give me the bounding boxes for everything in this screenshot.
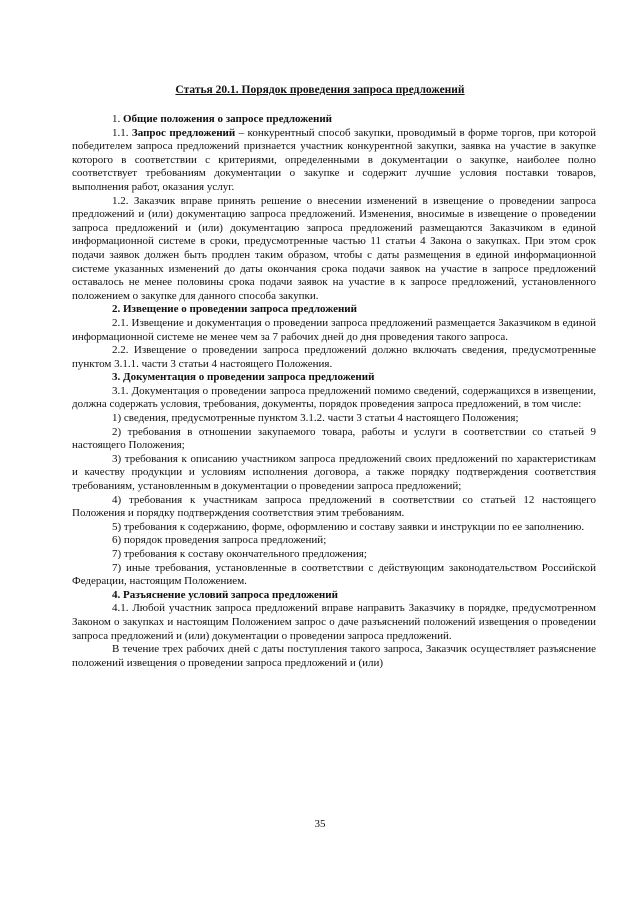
paragraph-1-2: 1.2. Заказчик вправе принять решение о внесении изменений в извещение о проведении запроса предложений и (или) документацию запроса предложений. Изменения, вносимые в извещение о проведении запроса предложений и (или) документацию запроса предложений размещаются Заказчиком в единой информационной системе в сроки, предусмотренные частью 11 статьи 4 Закона о закупках. При этом срок подачи заявок должен быть продлен таким образом, чтобы с даты размещения в единой информационной системе указанных изменений до даты окончания срока подачи заявок на участие в запросе предложений оставалось не менее половины срока подачи заявок на участие в к запросе предложений, установленного положением о закупке для данного способа закупки. bbox=[72, 194, 596, 302]
list-item-3-1-6: 6) порядок проведения запроса предложений; bbox=[112, 534, 327, 547]
list-item-3-1-2: 2) требования в отношении закупаемого товара, работы и услуги в соответствии со статьей 9 настоящего Положения; bbox=[72, 425, 596, 452]
paragraph-2-2: 2.2. Извещение о проведении запроса предложений должно включать сведения, предусмотренные пунктом 3.1.1. части 3 статьи 4 настоящего Положения. bbox=[72, 344, 596, 370]
list-item-3-1-3: 3) требования к описанию участником запроса предложений своих предложений по характеристикам и качеству продукции и условиям исполнения договора, а также порядку подтверждения соответствия требованиям, установленным в документации о проведении запроса предложений; bbox=[72, 452, 596, 493]
section-2-heading: 2. Извещение о проведении запроса предложений bbox=[112, 303, 357, 316]
paragraph-4-2: В течение трех рабочих дней с даты поступления такого запроса, Заказчик осуществляет разъяснение положений извещения о проведении запроса предложений и (или) bbox=[72, 643, 596, 669]
list-item-3-1-7: 7) требования к составу окончательного предложения; bbox=[112, 548, 367, 560]
page-number: 35 bbox=[314, 818, 326, 830]
section-1-number: 1. bbox=[112, 113, 123, 125]
paragraph-3-1: 3.1. Документация о проведении запроса предложений помимо сведений, содержащихся в извещении, должна содержать условия, требования, документы, порядок проведения запроса предложений, в том числе: bbox=[72, 384, 596, 411]
section-3-heading: 3. Документация о проведении запроса предложений bbox=[112, 371, 375, 384]
section-4-heading: 4. Разъяснение условий запроса предложений bbox=[112, 588, 338, 601]
paragraph-1-1-term: Запрос предложений bbox=[131, 126, 236, 139]
paragraph-1-1 bbox=[72, 127, 596, 195]
list-item-3-1-8: 7) иные требования, установленные в соответствии с действующим законодательством Российской Федерации, настоящим Положением. bbox=[72, 561, 596, 588]
document-body bbox=[72, 113, 596, 670]
list-item-3-1-5: 5) требования к содержанию, форме, оформлению и составу заявки и инструкции по ее заполнению. bbox=[112, 520, 585, 533]
section-1-heading bbox=[72, 113, 596, 127]
paragraph-1-1-number: 1.1. bbox=[112, 126, 132, 139]
list-item-3-1-1: 1) сведения, предусмотренные пунктом 3.1.2. части 3 статьи 4 настоящего Положения; bbox=[112, 412, 519, 425]
paragraph-1-1-text: – конкурентный способ закупки, проводимый в форме торгов, при которой победителем запроса предложений признается участник конкурентной закупки, заявка на участие в закупке которого в соответствии с критериями, определенными в документации о закупке, наиболее полно соответствует требованиям документации о закупке и содержит лучшие условия поставки товаров, выполнения работ, оказания услуг. bbox=[72, 126, 596, 193]
article-title: Статья 20.1. Порядок проведения запроса предложений bbox=[175, 84, 465, 96]
paragraph-2-1: 2.1. Извещение и документация о проведении запроса предложений размещается Заказчиком в единой информационной системе не менее чем за 7 рабочих дней до дня проведения такого запроса. bbox=[72, 316, 596, 343]
paragraph-4-1: 4.1. Любой участник запроса предложений вправе направить Заказчику в порядке, предусмотренном Законом о закупках и настоящим Положением запрос о даче разъяснений положений извещения о проведении запроса предложений и (или) документации о проведении запроса предложений. bbox=[72, 602, 596, 642]
list-item-3-1-4: 4) требования к участникам запроса предложений в соответствии со статьей 12 настоящего Положения и порядку подтверждения соответствия этим требованиям. bbox=[72, 493, 596, 520]
section-1-heading-text: Общие положения о запросе предложений bbox=[123, 113, 333, 125]
